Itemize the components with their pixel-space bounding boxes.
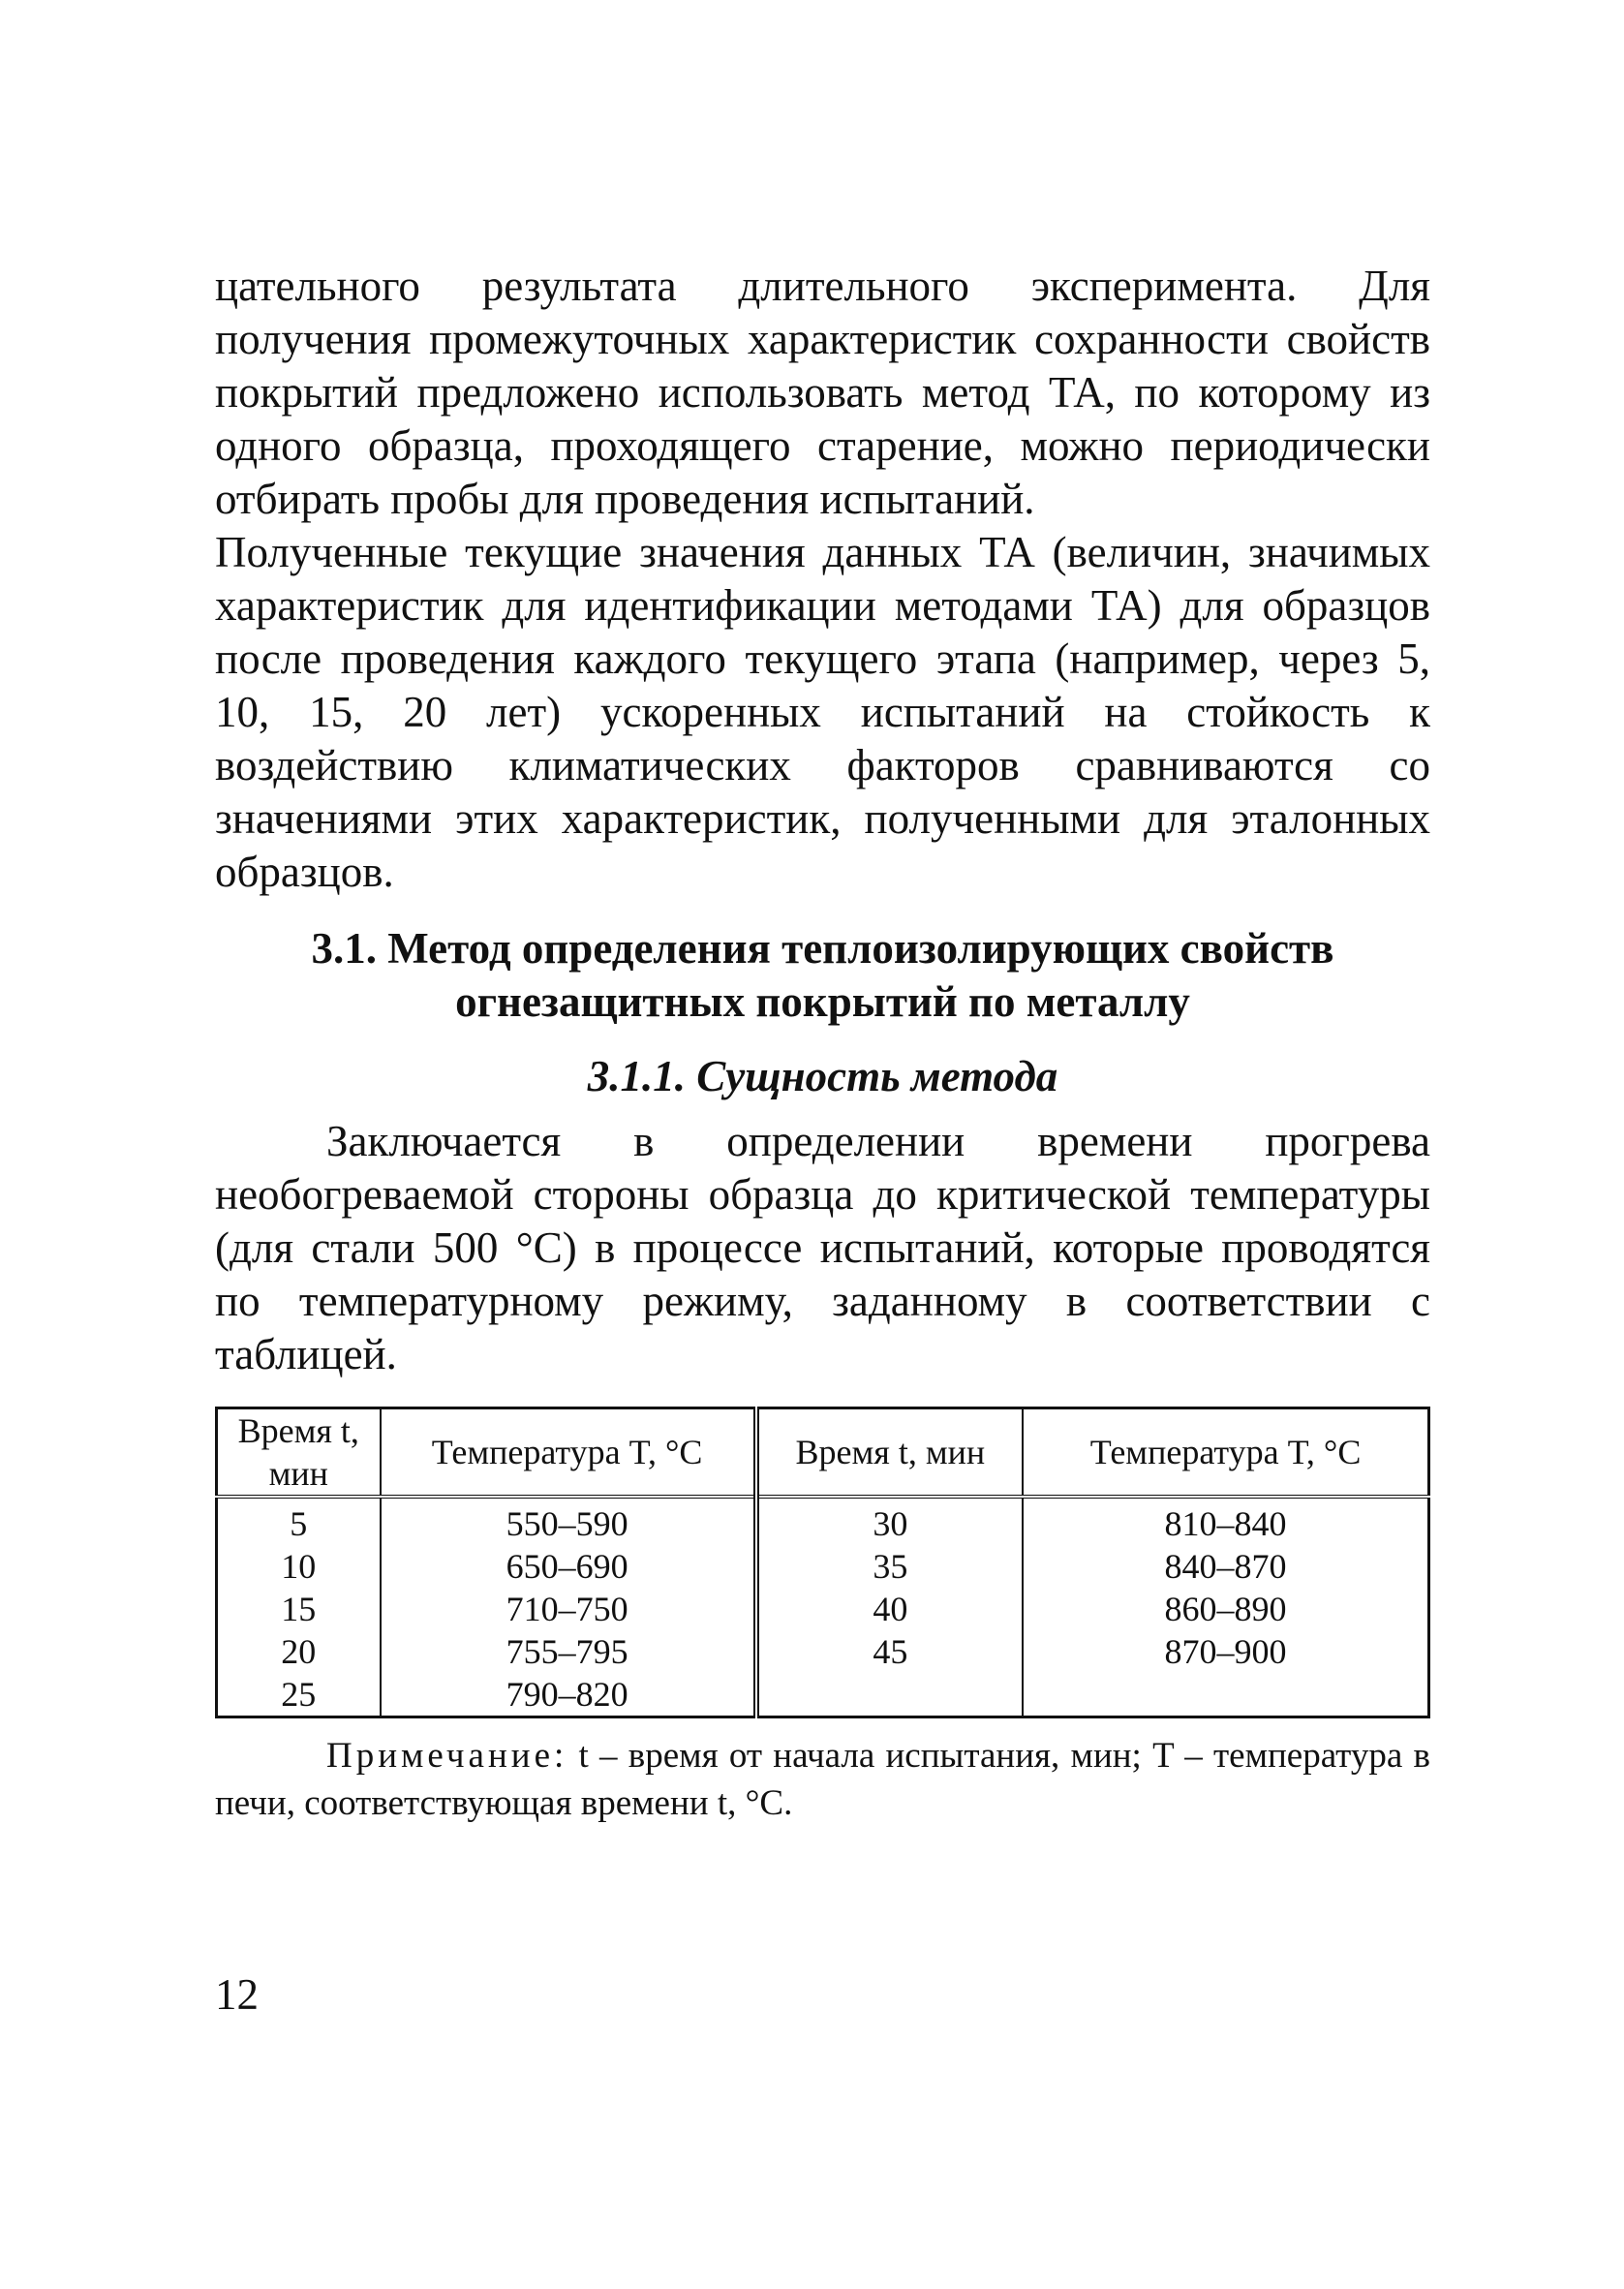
table-cell: 10 xyxy=(217,1545,381,1588)
table-cell: 840–870 xyxy=(1023,1545,1428,1588)
section-heading-line2: огнезащитных покрытий по металлу xyxy=(455,977,1190,1026)
table-header-row xyxy=(217,1408,1429,1498)
text-column xyxy=(215,260,1430,1863)
page-number: 12 xyxy=(215,1970,259,2019)
table-cell: 550–590 xyxy=(381,1497,756,1545)
paragraph-ta-results: Полученные текущие значения данных ТА (величин, значимых характеристик для идентификации методами ТА) для образцов после проведения каждого текущего этапа (например, через 5, 10, 15, 20 лет) ускоренных испытаний на стойкость к воздействию климатических факторов сравниваются со значениями этих характеристик, полученными для эталонных образцов. xyxy=(215,528,1430,896)
table-cell: 5 xyxy=(217,1497,381,1545)
table-header-temp-1: Температура T, °С xyxy=(381,1408,756,1498)
subsection-heading: 3.1.1. Сущность метода xyxy=(587,1052,1058,1100)
paragraph-continuation: цательного результата длительного эксперимента. Для получения промежуточных характеристик сохранности свойств покрытий предложено использовать метод ТА, по которому из одного образца, проходящего старение, можно периодически отбирать пробы для проведения испытаний. xyxy=(215,262,1430,523)
table-row xyxy=(217,1545,1429,1588)
table-cell: 790–820 xyxy=(381,1673,756,1717)
table-row xyxy=(217,1630,1429,1673)
table-header-temp-2: Температура T, °С xyxy=(1023,1408,1428,1498)
note-label: Примечание: xyxy=(326,1736,568,1776)
section-heading-line1: 3.1. Метод определения теплоизолирующих свойств xyxy=(311,924,1334,973)
table-row xyxy=(217,1673,1429,1717)
table-cell: 650–690 xyxy=(381,1545,756,1588)
table-cell: 810–840 xyxy=(1023,1497,1428,1545)
table-cell: 45 xyxy=(756,1630,1023,1673)
table-header-time-2: Время t, мин xyxy=(756,1408,1023,1498)
section-heading xyxy=(215,922,1430,1029)
table-note xyxy=(215,1732,1430,1827)
table-cell xyxy=(756,1673,1023,1717)
table-cell: 15 xyxy=(217,1588,381,1630)
table-cell: 755–795 xyxy=(381,1630,756,1673)
table-cell: 710–750 xyxy=(381,1588,756,1630)
table-header-time-1: Время t, мин xyxy=(217,1408,381,1498)
method-description: Заключается в определении времени прогрева необогреваемой стороны образца до критической температуры (для стали 500 °С) в процессе испытаний, которые проводятся по температурному режиму, заданному в соответствии с таблицей. xyxy=(215,1117,1430,1378)
table-cell xyxy=(1023,1673,1428,1717)
table-cell: 30 xyxy=(756,1497,1023,1545)
note-text: t – время от начала испытания, мин; T – температура в печи, соответствующая времени t, °С. xyxy=(215,1736,1430,1823)
table-row xyxy=(217,1497,1429,1545)
table-cell: 20 xyxy=(217,1630,381,1673)
table-cell: 40 xyxy=(756,1588,1023,1630)
table-cell: 860–890 xyxy=(1023,1588,1428,1630)
table-cell: 25 xyxy=(217,1673,381,1717)
table-row xyxy=(217,1588,1429,1630)
table-cell: 35 xyxy=(756,1545,1023,1588)
table-cell: 870–900 xyxy=(1023,1630,1428,1673)
temperature-table xyxy=(215,1407,1430,1718)
